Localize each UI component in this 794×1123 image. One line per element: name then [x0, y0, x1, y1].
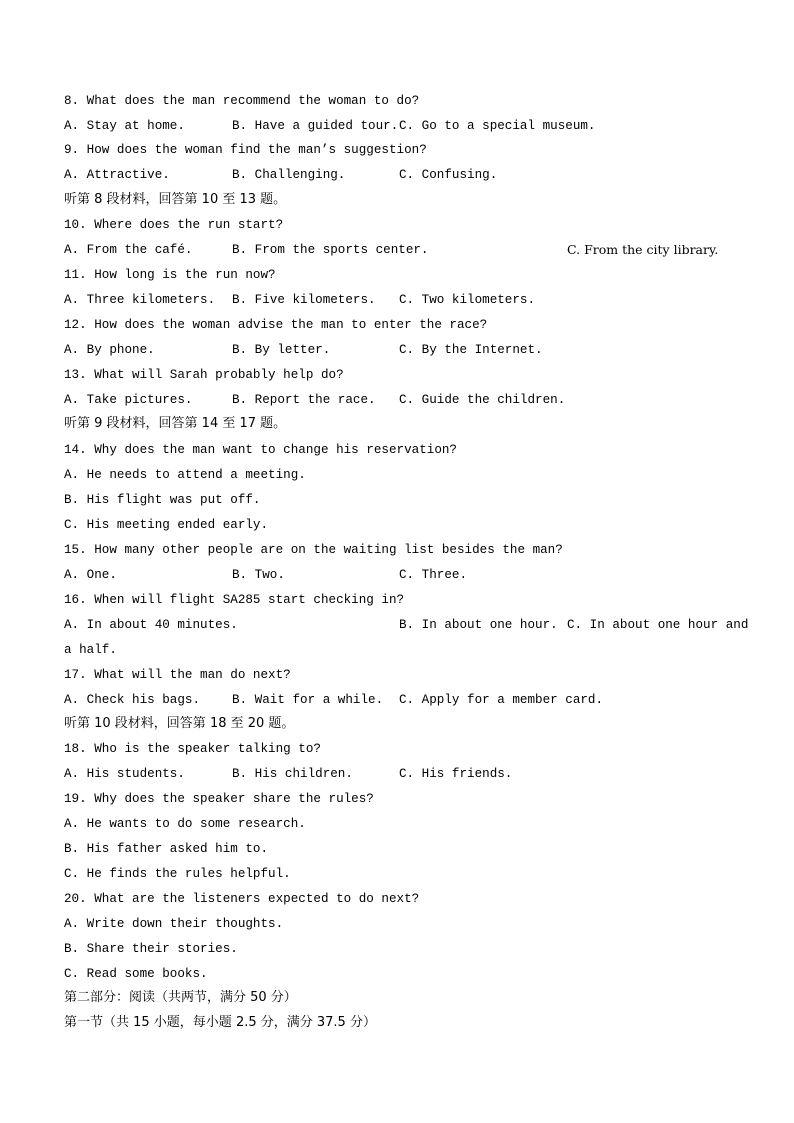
q8-option-c: C. Go to a special museum. — [399, 119, 596, 133]
q16-option-b: B. In about one hour. — [399, 618, 558, 632]
q19-option-a: A. He wants to do some research. — [64, 817, 306, 831]
q19-option-c: C. He finds the rules helpful. — [64, 867, 291, 881]
q13-option-c: C. Guide the children. — [399, 393, 566, 407]
q18-option-c: C. His friends. — [399, 767, 513, 781]
q10-option-c: C. From the city library. — [567, 242, 719, 257]
q20-option-a: A. Write down their thoughts. — [64, 917, 284, 931]
q15-stem: 15. How many other people are on the waiting list besides the man? — [64, 543, 563, 557]
q18-option-a: A. His students. — [64, 767, 185, 781]
q19-stem: 19. Why does the speaker share the rules? — [64, 792, 374, 806]
section-9-heading: 听第 9 段材料，回答第 14 至 17 题。 — [64, 416, 287, 431]
q16-option-c-continued: a half. — [64, 643, 117, 657]
q14-option-c: C. His meeting ended early. — [64, 518, 269, 532]
q20-option-b: B. Share their stories. — [64, 942, 238, 956]
q16-option-c: C. In about one hour and — [567, 618, 749, 632]
q20-option-c: C. Read some books. — [64, 967, 208, 981]
q11-option-a: A. Three kilometers. — [64, 293, 216, 307]
q9-option-b: B. Challenging. — [232, 168, 346, 182]
part-2-section-1-heading: 第一节（共 15 小题，每小题 2.5 分，满分 37.5 分） — [64, 1015, 376, 1030]
q12-option-b: B. By letter. — [232, 343, 331, 357]
q13-option-b: B. Report the race. — [232, 393, 376, 407]
q13-stem: 13. What will Sarah probably help do? — [64, 368, 344, 382]
q12-option-a: A. By phone. — [64, 343, 155, 357]
q15-option-c: C. Three. — [399, 568, 468, 582]
q10-option-b: B. From the sports center. — [232, 243, 429, 257]
q12-stem: 12. How does the woman advise the man to enter the race? — [64, 318, 488, 332]
q11-option-b: B. Five kilometers. — [232, 293, 376, 307]
q9-stem: 9. How does the woman find the man’s suggestion? — [64, 143, 427, 157]
q13-option-a: A. Take pictures. — [64, 393, 193, 407]
q10-option-a: A. From the café. — [64, 243, 193, 257]
q14-option-b: B. His flight was put off. — [64, 493, 261, 507]
q16-stem: 16. When will flight SA285 start checking in? — [64, 593, 405, 607]
q14-stem: 14. Why does the man want to change his reservation? — [64, 443, 457, 457]
q18-stem: 18. Who is the speaker talking to? — [64, 742, 321, 756]
q17-option-b: B. Wait for a while. — [232, 693, 384, 707]
q11-stem: 11. How long is the run now? — [64, 268, 276, 282]
q14-option-a: A. He needs to attend a meeting. — [64, 468, 306, 482]
q16-option-a: A. In about 40 minutes. — [64, 618, 238, 632]
section-10-heading: 听第 10 段材料，回答第 18 至 20 题。 — [64, 716, 295, 731]
q9-option-c: C. Confusing. — [399, 168, 498, 182]
part-2-title: 第二部分：阅读（共两节，满分 50 分） — [64, 990, 297, 1005]
q10-stem: 10. Where does the run start? — [64, 218, 284, 232]
q12-option-c: C. By the Internet. — [399, 343, 543, 357]
section-8-heading: 听第 8 段材料，回答第 10 至 13 题。 — [64, 192, 287, 207]
q17-option-a: A. Check his bags. — [64, 693, 201, 707]
q9-option-a: A. Attractive. — [64, 168, 170, 182]
q8-option-b: B. Have a guided tour. — [232, 119, 399, 133]
q8-option-a: A. Stay at home. — [64, 119, 185, 133]
q15-option-b: B. Two. — [232, 568, 285, 582]
q8-stem: 8. What does the man recommend the woman to do? — [64, 94, 420, 108]
q15-option-a: A. One. — [64, 568, 117, 582]
q17-option-c: C. Apply for a member card. — [399, 693, 604, 707]
q11-option-c: C. Two kilometers. — [399, 293, 536, 307]
q20-stem: 20. What are the listeners expected to do next? — [64, 892, 420, 906]
q17-stem: 17. What will the man do next? — [64, 668, 291, 682]
q18-option-b: B. His children. — [232, 767, 353, 781]
q19-option-b: B. His father asked him to. — [64, 842, 269, 856]
